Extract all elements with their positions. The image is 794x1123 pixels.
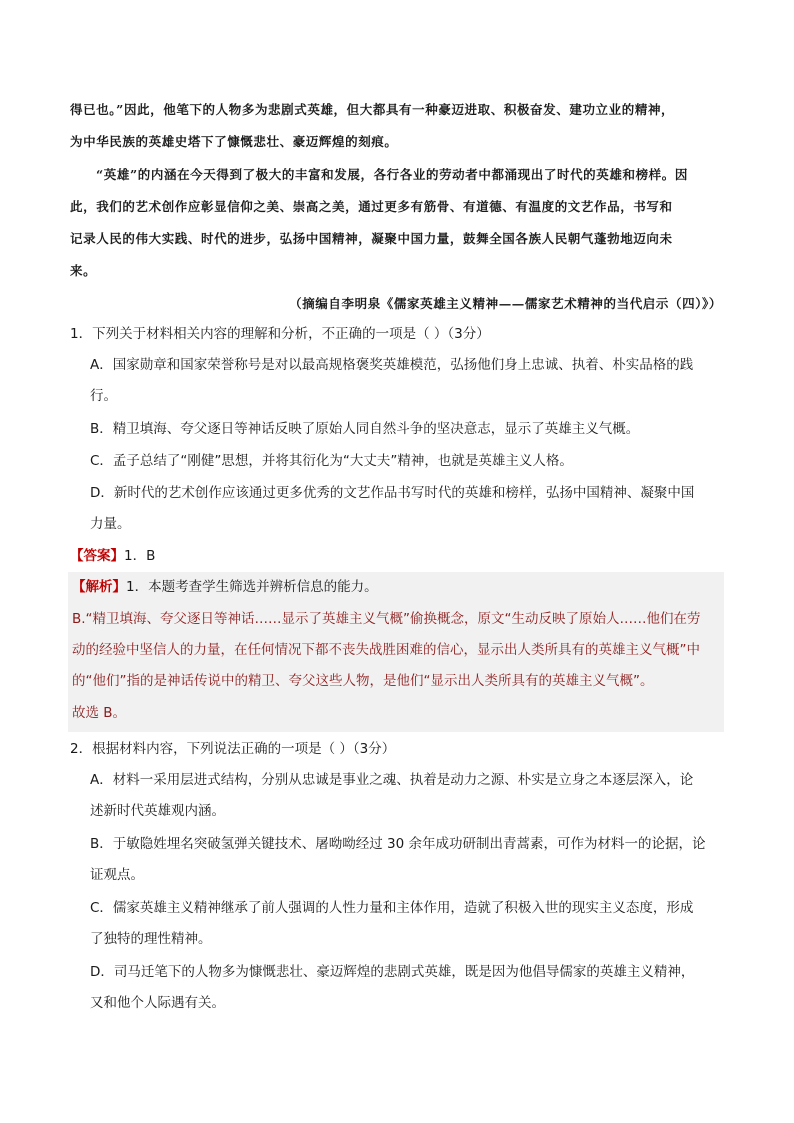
q2-option-d-line1: D．司马迁笔下的人物多为慷慨悲壮、豪迈辉煌的悲剧式英雄，既是因为他倡导儒家的英雄主义精神， — [90, 964, 695, 980]
q1-option-c: C．孟子总结了“刚健”思想，并将其衍化为“大丈夫”精神，也就是英雄主义人格。 — [90, 453, 573, 469]
analysis-line5: 故选 B。 — [72, 705, 127, 721]
passage-para2-line3: 记录人民的伟大实践、时代的进步，弘扬中国精神，凝聚中国力量，鼓舞全国各族人民朝气蓬勃地迈向未 — [70, 231, 673, 246]
analysis-line4: 的“他们”指的是神话传说中的精卫、夸父这些人物，是他们“显示出人类所具有的英雄主义气概”。 — [72, 673, 654, 689]
passage-para2-line4: 来。 — [70, 263, 97, 278]
q1-option-a-line1: A．国家勋章和国家荣誉称号是对以最高规格褒奖英雄模范，弘扬他们身上忠诚、执着、朴实品格的践 — [90, 357, 694, 373]
passage-para1-line1: 得已也。”因此，他笔下的人物多为悲剧式英雄，但大都具有一种豪迈进取、积极奋发、建功立业的精神， — [70, 102, 675, 117]
q2-stem: 2．根据材料内容，下列说法正确的一项是（ ）（3分） — [70, 741, 396, 757]
q2-option-a-line1: A．材料一采用层进式结构，分别从忠诚是事业之魂、执着是动力之源、朴实是立身之本逐层深入，论 — [90, 772, 694, 788]
q2-option-c-line2: 了独特的理性精神。 — [90, 931, 212, 947]
analysis-line1 — [72, 572, 722, 603]
q2-option-b-line1: B．于敏隐姓埋名突破氢弹关键技术、屠呦呦经过 30 余年成功研制出青蒿素，可作为材料一的论据，论 — [90, 836, 706, 852]
q2-option-c-line1: C．儒家英雄主义精神继承了前人强调的人性力量和主体作用，造就了积极入世的现实主义态度，形成 — [90, 900, 694, 916]
passage-source: （摘编自李明泉《儒家英雄主义精神——儒家艺术精神的当代启示（四）》） — [289, 296, 722, 311]
analysis-line3: 动的经验中坚信人的力量，在任何情况下都不丧失战胜困难的信心，显示出人类所具有的英雄主义气概”中 — [72, 642, 700, 658]
passage-para1-line2: 为中华民族的英雄史塔下了慷慨悲壮、豪迈辉煌的刻痕。 — [70, 134, 398, 149]
q2-option-b-line2: 证观点。 — [90, 867, 144, 883]
analysis-intro: 1．本题考查学生筛选并辨析信息的能力。 — [126, 579, 378, 595]
q1-option-d-line2: 力量。 — [90, 516, 131, 532]
answer-text: 1．B — [124, 548, 156, 564]
q1-option-b: B．精卫填海、夸父逐日等神话反映了原始人同自然斗争的坚决意志，显示了英雄主义气概。 — [90, 421, 640, 437]
analysis-tag: 【解析】 — [72, 579, 126, 595]
q2-option-a-line2: 述新时代英雄观内涵。 — [90, 803, 225, 819]
q1-option-d-line1: D．新时代的艺术创作应该通过更多优秀的文艺作品书写时代的英雄和榜样，弘扬中国精神、凝聚中国 — [90, 485, 695, 501]
answer-block — [70, 541, 155, 571]
q1-stem: 1．下列关于材料相关内容的理解和分析，不正确的一项是（ ）（3分） — [70, 326, 490, 342]
q1-option-a-line2: 行。 — [90, 388, 117, 404]
passage-para2-line2: 此，我们的艺术创作应彰显信仰之美、崇高之美，通过更多有筋骨、有道德、有温度的文艺作品，书写和 — [70, 199, 673, 214]
analysis-line2: B.“精卫填海、夸父逐日等神话……显示了英雄主义气概”偷换概念，原文“生动反映了原始人……他们在劳 — [72, 611, 701, 627]
answer-tag: 【答案】 — [70, 548, 124, 564]
passage-para2-line1: “英雄”的内涵在今天得到了极大的丰富和发展，各行各业的劳动者中都涌现出了时代的英雄和榜样。因 — [96, 167, 688, 182]
q2-option-d-line2: 又和他个人际遇有关。 — [90, 995, 225, 1011]
analysis-box — [68, 572, 724, 732]
